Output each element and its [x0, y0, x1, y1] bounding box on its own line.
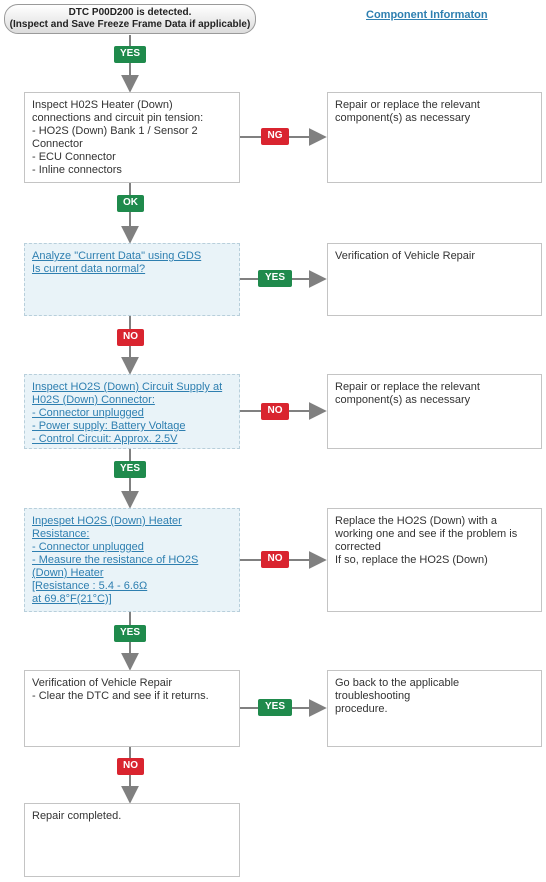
- badge-yes: YES: [114, 461, 146, 478]
- step3-line[interactable]: H02S (Down) Connector:: [32, 394, 155, 406]
- result-verification-1: [327, 243, 542, 316]
- step1-line: connections and circuit pin tension:: [32, 112, 204, 124]
- r4-line: working one and see if the problem is: [335, 528, 518, 540]
- step1-line: - HO2S (Down) Bank 1 / Sensor 2: [32, 125, 198, 137]
- step4-line[interactable]: at 69.8°F(21°C)]: [32, 593, 112, 605]
- r1-line: component(s) as necessary: [335, 112, 471, 124]
- r3-line: Repair or replace the relevant: [335, 381, 480, 393]
- step3-line[interactable]: - Connector unplugged: [32, 407, 144, 419]
- r4-line: corrected: [335, 541, 381, 553]
- r4-line: If so, replace the HO2S (Down): [335, 554, 488, 566]
- result-go-back: [327, 670, 542, 747]
- badge-yes: YES: [114, 46, 146, 63]
- step2-line[interactable]: Is current data normal?: [32, 263, 146, 275]
- badge-ng: NG: [261, 128, 289, 145]
- step4-line[interactable]: Resistance:: [32, 528, 90, 540]
- result-repair-replace-1: [327, 92, 542, 183]
- r1-line: Repair or replace the relevant: [335, 99, 480, 111]
- result-replace-ho2s: [327, 508, 542, 612]
- step1-line: - ECU Connector: [32, 151, 116, 163]
- step6-line: Repair completed.: [32, 810, 122, 822]
- badge-no: NO: [261, 551, 289, 568]
- step-analyze-current-data[interactable]: [24, 243, 240, 316]
- step3-line[interactable]: - Power supply: Battery Voltage: [32, 420, 186, 432]
- step4-line[interactable]: - Connector unplugged: [32, 541, 144, 553]
- step4-line[interactable]: [Resistance : 5.4 - 6.6Ω: [32, 580, 148, 592]
- start-line-1: DTC P00D200 is detected.: [68, 7, 192, 18]
- step3-line[interactable]: - Control Circuit: Approx. 2.5V: [32, 433, 178, 445]
- start-line-2: (Inspect and Save Freeze Frame Data if applicable): [9, 19, 251, 30]
- badge-ok: OK: [117, 195, 144, 212]
- step-inspect-heater-resistance[interactable]: [24, 508, 240, 612]
- step1-line: Connector: [32, 138, 83, 150]
- step1-line: Inspect H02S Heater (Down): [32, 99, 173, 111]
- badge-no: NO: [261, 403, 289, 420]
- badge-yes: YES: [258, 699, 292, 716]
- r2-line: Verification of Vehicle Repair: [335, 250, 476, 262]
- step5-line: - Clear the DTC and see if it returns.: [32, 690, 209, 702]
- start-terminal: [4, 4, 256, 34]
- component-information-link[interactable]: Component Informaton: [366, 9, 488, 21]
- step-verification-of-repair: [24, 670, 240, 747]
- step-inspect-heater-connections: [24, 92, 240, 183]
- r4-line: Replace the HO2S (Down) with a: [335, 515, 498, 527]
- badge-yes: YES: [114, 625, 146, 642]
- badge-yes: YES: [258, 270, 292, 287]
- step4-line[interactable]: (Down) Heater: [32, 567, 104, 579]
- step1-line: - Inline connectors: [32, 164, 122, 176]
- step2-line[interactable]: Analyze "Current Data" using GDS: [32, 250, 202, 262]
- step3-line[interactable]: Inspect HO2S (Down) Circuit Supply at: [32, 381, 223, 393]
- badge-no: NO: [117, 329, 144, 346]
- r5-line: Go back to the applicable troubleshooting: [335, 677, 463, 702]
- r3-line: component(s) as necessary: [335, 394, 471, 406]
- r5-line: procedure.: [335, 703, 388, 715]
- result-repair-replace-2: [327, 374, 542, 449]
- step-inspect-circuit-supply[interactable]: [24, 374, 240, 449]
- step4-line[interactable]: - Measure the resistance of HO2S: [32, 554, 199, 566]
- step5-line: Verification of Vehicle Repair: [32, 677, 173, 689]
- badge-no: NO: [117, 758, 144, 775]
- step-repair-completed: [24, 803, 240, 877]
- step4-line[interactable]: Inpespet HO2S (Down) Heater: [32, 515, 182, 527]
